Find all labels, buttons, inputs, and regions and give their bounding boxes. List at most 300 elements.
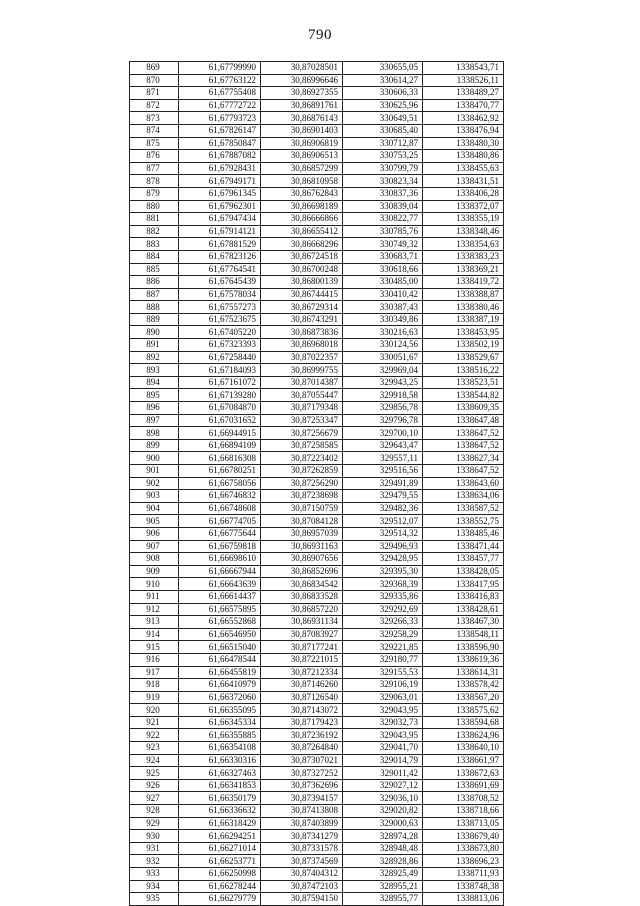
latitude-cell: 61,67772722: [179, 99, 261, 112]
longitude-cell: 30,87307021: [261, 754, 343, 767]
y-coordinate-cell: 1338587,52: [423, 502, 504, 515]
y-coordinate-cell: 1338372,07: [423, 200, 504, 213]
y-coordinate-cell: 1338708,52: [423, 792, 504, 805]
x-coordinate-cell: 329221,85: [343, 641, 423, 654]
y-coordinate-cell: 1338455,63: [423, 162, 504, 175]
x-coordinate-cell: 329496,93: [343, 540, 423, 553]
point-number-cell: 901: [130, 465, 179, 478]
latitude-cell: 61,66894109: [179, 439, 261, 452]
x-coordinate-cell: 329643,47: [343, 439, 423, 452]
latitude-cell: 61,66478544: [179, 653, 261, 666]
point-number-cell: 880: [130, 200, 179, 213]
latitude-cell: 61,66614437: [179, 590, 261, 603]
point-number-cell: 929: [130, 817, 179, 830]
table-row: [130, 137, 504, 150]
x-coordinate-cell: 330625,96: [343, 99, 423, 112]
point-number-cell: 918: [130, 679, 179, 692]
x-coordinate-cell: 330485,00: [343, 276, 423, 289]
x-coordinate-cell: 330683,71: [343, 250, 423, 263]
longitude-cell: 30,87084128: [261, 515, 343, 528]
y-coordinate-cell: 1338485,46: [423, 527, 504, 540]
longitude-cell: 30,87223402: [261, 452, 343, 465]
latitude-cell: 61,66336632: [179, 805, 261, 818]
x-coordinate-cell: 330799,79: [343, 162, 423, 175]
y-coordinate-cell: 1338383,23: [423, 250, 504, 263]
x-coordinate-cell: 329266,33: [343, 616, 423, 629]
x-coordinate-cell: 329258,29: [343, 628, 423, 641]
latitude-cell: 61,67961345: [179, 187, 261, 200]
latitude-cell: 61,66294251: [179, 830, 261, 843]
coordinates-table: [129, 61, 504, 906]
latitude-cell: 61,66372060: [179, 691, 261, 704]
y-coordinate-cell: 1338476,94: [423, 124, 504, 137]
latitude-cell: 61,66758056: [179, 477, 261, 490]
latitude-cell: 61,67887082: [179, 150, 261, 163]
point-number-cell: 885: [130, 263, 179, 276]
x-coordinate-cell: 330410,42: [343, 288, 423, 301]
table-row: [130, 704, 504, 717]
x-coordinate-cell: 329000,63: [343, 817, 423, 830]
longitude-cell: 30,87177241: [261, 641, 343, 654]
y-coordinate-cell: 1338647,52: [423, 427, 504, 440]
latitude-cell: 61,66350179: [179, 792, 261, 805]
point-number-cell: 914: [130, 628, 179, 641]
longitude-cell: 30,86834542: [261, 578, 343, 591]
y-coordinate-cell: 1338523,51: [423, 376, 504, 389]
latitude-cell: 61,66341853: [179, 779, 261, 792]
latitude-cell: 61,67031652: [179, 414, 261, 427]
latitude-cell: 61,67949171: [179, 175, 261, 188]
latitude-cell: 61,66345334: [179, 716, 261, 729]
table-row: [130, 124, 504, 137]
point-number-cell: 919: [130, 691, 179, 704]
point-number-cell: 928: [130, 805, 179, 818]
table-row: [130, 465, 504, 478]
point-number-cell: 899: [130, 439, 179, 452]
table-row: [130, 250, 504, 263]
latitude-cell: 61,67405220: [179, 326, 261, 339]
longitude-cell: 30,86876143: [261, 112, 343, 125]
x-coordinate-cell: 330051,67: [343, 351, 423, 364]
x-coordinate-cell: 329292,69: [343, 603, 423, 616]
x-coordinate-cell: 330618,66: [343, 263, 423, 276]
table-row: [130, 792, 504, 805]
table-row: [130, 112, 504, 125]
point-number-cell: 873: [130, 112, 179, 125]
latitude-cell: 61,67139280: [179, 389, 261, 402]
point-number-cell: 917: [130, 666, 179, 679]
x-coordinate-cell: 329043,95: [343, 729, 423, 742]
table-row: [130, 301, 504, 314]
table-row: [130, 376, 504, 389]
y-coordinate-cell: 1338417,95: [423, 578, 504, 591]
point-number-cell: 933: [130, 868, 179, 881]
x-coordinate-cell: 329856,78: [343, 402, 423, 415]
x-coordinate-cell: 329482,36: [343, 502, 423, 515]
point-number-cell: 926: [130, 779, 179, 792]
table-row: [130, 893, 504, 906]
x-coordinate-cell: 330124,56: [343, 339, 423, 352]
y-coordinate-cell: 1338575,62: [423, 704, 504, 717]
x-coordinate-cell: 330712,87: [343, 137, 423, 150]
y-coordinate-cell: 1338502,19: [423, 339, 504, 352]
point-number-cell: 882: [130, 225, 179, 238]
longitude-cell: 30,86729314: [261, 301, 343, 314]
longitude-cell: 30,87256290: [261, 477, 343, 490]
longitude-cell: 30,86957039: [261, 527, 343, 540]
y-coordinate-cell: 1338457,77: [423, 553, 504, 566]
x-coordinate-cell: 329368,39: [343, 578, 423, 591]
table-row: [130, 288, 504, 301]
table-row: [130, 515, 504, 528]
longitude-cell: 30,86931163: [261, 540, 343, 553]
longitude-cell: 30,87126540: [261, 691, 343, 704]
latitude-cell: 61,67962301: [179, 200, 261, 213]
longitude-cell: 30,87238698: [261, 490, 343, 503]
latitude-cell: 61,66746832: [179, 490, 261, 503]
longitude-cell: 30,86743291: [261, 313, 343, 326]
latitude-cell: 61,66643639: [179, 578, 261, 591]
table-row: [130, 666, 504, 679]
y-coordinate-cell: 1338380,46: [423, 301, 504, 314]
point-number-cell: 927: [130, 792, 179, 805]
y-coordinate-cell: 1338529,67: [423, 351, 504, 364]
y-coordinate-cell: 1338567,20: [423, 691, 504, 704]
point-number-cell: 870: [130, 74, 179, 87]
x-coordinate-cell: 329969,04: [343, 364, 423, 377]
longitude-cell: 30,87146260: [261, 679, 343, 692]
point-number-cell: 934: [130, 880, 179, 893]
longitude-cell: 30,87055447: [261, 389, 343, 402]
x-coordinate-cell: 329036,10: [343, 792, 423, 805]
longitude-cell: 30,87327252: [261, 767, 343, 780]
x-coordinate-cell: 329700,10: [343, 427, 423, 440]
point-number-cell: 913: [130, 616, 179, 629]
point-number-cell: 912: [130, 603, 179, 616]
point-number-cell: 877: [130, 162, 179, 175]
latitude-cell: 61,67578034: [179, 288, 261, 301]
longitude-cell: 30,86655412: [261, 225, 343, 238]
latitude-cell: 61,66250998: [179, 868, 261, 881]
table-row: [130, 414, 504, 427]
longitude-cell: 30,86857220: [261, 603, 343, 616]
y-coordinate-cell: 1338369,21: [423, 263, 504, 276]
point-number-cell: 893: [130, 364, 179, 377]
x-coordinate-cell: 329180,77: [343, 653, 423, 666]
y-coordinate-cell: 1338354,63: [423, 238, 504, 251]
longitude-cell: 30,87236192: [261, 729, 343, 742]
x-coordinate-cell: 328928,86: [343, 855, 423, 868]
longitude-cell: 30,86891761: [261, 99, 343, 112]
table-row: [130, 754, 504, 767]
longitude-cell: 30,87014387: [261, 376, 343, 389]
table-row: [130, 553, 504, 566]
y-coordinate-cell: 1338471,44: [423, 540, 504, 553]
table-row: [130, 339, 504, 352]
table-row: [130, 200, 504, 213]
point-number-cell: 881: [130, 213, 179, 226]
x-coordinate-cell: 330753,25: [343, 150, 423, 163]
y-coordinate-cell: 1338711,93: [423, 868, 504, 881]
longitude-cell: 30,87258585: [261, 439, 343, 452]
point-number-cell: 884: [130, 250, 179, 263]
y-coordinate-cell: 1338453,95: [423, 326, 504, 339]
table-row: [130, 628, 504, 641]
point-number-cell: 890: [130, 326, 179, 339]
y-coordinate-cell: 1338419,72: [423, 276, 504, 289]
point-number-cell: 875: [130, 137, 179, 150]
point-number-cell: 930: [130, 830, 179, 843]
y-coordinate-cell: 1338489,27: [423, 87, 504, 100]
x-coordinate-cell: 330839,04: [343, 200, 423, 213]
y-coordinate-cell: 1338548,11: [423, 628, 504, 641]
longitude-cell: 30,87028501: [261, 62, 343, 75]
longitude-cell: 30,86873836: [261, 326, 343, 339]
latitude-cell: 61,66355885: [179, 729, 261, 742]
longitude-cell: 30,87264840: [261, 742, 343, 755]
point-number-cell: 924: [130, 754, 179, 767]
y-coordinate-cell: 1338480,86: [423, 150, 504, 163]
table-body: [130, 62, 504, 906]
point-number-cell: 920: [130, 704, 179, 717]
longitude-cell: 30,87374569: [261, 855, 343, 868]
table-row: [130, 868, 504, 881]
table-row: [130, 578, 504, 591]
table-row: [130, 742, 504, 755]
y-coordinate-cell: 1338696,23: [423, 855, 504, 868]
x-coordinate-cell: 328925,49: [343, 868, 423, 881]
latitude-cell: 61,66774705: [179, 515, 261, 528]
point-number-cell: 879: [130, 187, 179, 200]
x-coordinate-cell: 330749,32: [343, 238, 423, 251]
x-coordinate-cell: 330837,36: [343, 187, 423, 200]
table-row: [130, 364, 504, 377]
longitude-cell: 30,86996646: [261, 74, 343, 87]
longitude-cell: 30,87143072: [261, 704, 343, 717]
latitude-cell: 61,67850847: [179, 137, 261, 150]
longitude-cell: 30,86968018: [261, 339, 343, 352]
point-number-cell: 891: [130, 339, 179, 352]
point-number-cell: 908: [130, 553, 179, 566]
x-coordinate-cell: 329043,95: [343, 704, 423, 717]
x-coordinate-cell: 328955,21: [343, 880, 423, 893]
latitude-cell: 61,66748608: [179, 502, 261, 515]
longitude-cell: 30,86700248: [261, 263, 343, 276]
x-coordinate-cell: 330649,51: [343, 112, 423, 125]
longitude-cell: 30,87221015: [261, 653, 343, 666]
point-number-cell: 874: [130, 124, 179, 137]
longitude-cell: 30,87394157: [261, 792, 343, 805]
x-coordinate-cell: 330785,76: [343, 225, 423, 238]
x-coordinate-cell: 329155,53: [343, 666, 423, 679]
x-coordinate-cell: 329557,11: [343, 452, 423, 465]
y-coordinate-cell: 1338619,36: [423, 653, 504, 666]
longitude-cell: 30,86668296: [261, 238, 343, 251]
y-coordinate-cell: 1338544,82: [423, 389, 504, 402]
latitude-cell: 61,66410979: [179, 679, 261, 692]
x-coordinate-cell: 329918,58: [343, 389, 423, 402]
table-row: [130, 490, 504, 503]
x-coordinate-cell: 330606,33: [343, 87, 423, 100]
x-coordinate-cell: 329014,79: [343, 754, 423, 767]
point-number-cell: 921: [130, 716, 179, 729]
longitude-cell: 30,86852696: [261, 565, 343, 578]
y-coordinate-cell: 1338388,87: [423, 288, 504, 301]
latitude-cell: 61,66455819: [179, 666, 261, 679]
table-row: [130, 691, 504, 704]
table-row: [130, 540, 504, 553]
longitude-cell: 30,87403899: [261, 817, 343, 830]
latitude-cell: 61,66271014: [179, 842, 261, 855]
latitude-cell: 61,67323393: [179, 339, 261, 352]
table-row: [130, 616, 504, 629]
longitude-cell: 30,87594150: [261, 893, 343, 906]
x-coordinate-cell: 329796,78: [343, 414, 423, 427]
table-row: [130, 653, 504, 666]
latitude-cell: 61,67947434: [179, 213, 261, 226]
x-coordinate-cell: 328948,48: [343, 842, 423, 855]
y-coordinate-cell: 1338594,68: [423, 716, 504, 729]
y-coordinate-cell: 1338661,97: [423, 754, 504, 767]
x-coordinate-cell: 329479,55: [343, 490, 423, 503]
table-row: [130, 439, 504, 452]
x-coordinate-cell: 329106,19: [343, 679, 423, 692]
table-row: [130, 313, 504, 326]
table-row: [130, 351, 504, 364]
x-coordinate-cell: 329516,56: [343, 465, 423, 478]
y-coordinate-cell: 1338406,28: [423, 187, 504, 200]
y-coordinate-cell: 1338614,31: [423, 666, 504, 679]
y-coordinate-cell: 1338609,35: [423, 402, 504, 415]
x-coordinate-cell: 329063,01: [343, 691, 423, 704]
longitude-cell: 30,87413808: [261, 805, 343, 818]
latitude-cell: 61,66546950: [179, 628, 261, 641]
x-coordinate-cell: 328974,28: [343, 830, 423, 843]
latitude-cell: 61,66318429: [179, 817, 261, 830]
table-row: [130, 62, 504, 75]
latitude-cell: 61,66278244: [179, 880, 261, 893]
point-number-cell: 888: [130, 301, 179, 314]
x-coordinate-cell: 329020,82: [343, 805, 423, 818]
latitude-cell: 61,66667944: [179, 565, 261, 578]
point-number-cell: 897: [130, 414, 179, 427]
table-row: [130, 641, 504, 654]
point-number-cell: 887: [130, 288, 179, 301]
x-coordinate-cell: 329514,32: [343, 527, 423, 540]
y-coordinate-cell: 1338718,66: [423, 805, 504, 818]
latitude-cell: 61,66327463: [179, 767, 261, 780]
x-coordinate-cell: 330349,86: [343, 313, 423, 326]
longitude-cell: 30,86999755: [261, 364, 343, 377]
table-row: [130, 427, 504, 440]
latitude-cell: 61,67161072: [179, 376, 261, 389]
point-number-cell: 878: [130, 175, 179, 188]
table-row: [130, 527, 504, 540]
longitude-cell: 30,86698189: [261, 200, 343, 213]
point-number-cell: 895: [130, 389, 179, 402]
longitude-cell: 30,87179348: [261, 402, 343, 415]
longitude-cell: 30,86906513: [261, 150, 343, 163]
longitude-cell: 30,87472103: [261, 880, 343, 893]
x-coordinate-cell: 329335,86: [343, 590, 423, 603]
y-coordinate-cell: 1338470,77: [423, 99, 504, 112]
x-coordinate-cell: 329027,12: [343, 779, 423, 792]
point-number-cell: 923: [130, 742, 179, 755]
point-number-cell: 894: [130, 376, 179, 389]
table-row: [130, 452, 504, 465]
point-number-cell: 911: [130, 590, 179, 603]
point-number-cell: 904: [130, 502, 179, 515]
y-coordinate-cell: 1338643,60: [423, 477, 504, 490]
latitude-cell: 61,67258440: [179, 351, 261, 364]
y-coordinate-cell: 1338713,05: [423, 817, 504, 830]
table-row: [130, 805, 504, 818]
point-number-cell: 910: [130, 578, 179, 591]
latitude-cell: 61,67928431: [179, 162, 261, 175]
latitude-cell: 61,66253771: [179, 855, 261, 868]
latitude-cell: 61,67793723: [179, 112, 261, 125]
latitude-cell: 61,67881529: [179, 238, 261, 251]
latitude-cell: 61,67914121: [179, 225, 261, 238]
y-coordinate-cell: 1338416,83: [423, 590, 504, 603]
latitude-cell: 61,66575895: [179, 603, 261, 616]
y-coordinate-cell: 1338691,69: [423, 779, 504, 792]
point-number-cell: 925: [130, 767, 179, 780]
point-number-cell: 931: [130, 842, 179, 855]
longitude-cell: 30,87331578: [261, 842, 343, 855]
point-number-cell: 869: [130, 62, 179, 75]
latitude-cell: 61,66780251: [179, 465, 261, 478]
x-coordinate-cell: 328955,77: [343, 893, 423, 906]
y-coordinate-cell: 1338679,40: [423, 830, 504, 843]
point-number-cell: 903: [130, 490, 179, 503]
y-coordinate-cell: 1338355,19: [423, 213, 504, 226]
latitude-cell: 61,67523675: [179, 313, 261, 326]
table-row: [130, 326, 504, 339]
y-coordinate-cell: 1338813,06: [423, 893, 504, 906]
table-row: [130, 880, 504, 893]
point-number-cell: 902: [130, 477, 179, 490]
point-number-cell: 886: [130, 276, 179, 289]
x-coordinate-cell: 329395,30: [343, 565, 423, 578]
y-coordinate-cell: 1338516,22: [423, 364, 504, 377]
longitude-cell: 30,86927355: [261, 87, 343, 100]
latitude-cell: 61,67755408: [179, 87, 261, 100]
latitude-cell: 61,67184093: [179, 364, 261, 377]
x-coordinate-cell: 330655,05: [343, 62, 423, 75]
longitude-cell: 30,87083927: [261, 628, 343, 641]
point-number-cell: 905: [130, 515, 179, 528]
point-number-cell: 889: [130, 313, 179, 326]
latitude-cell: 61,66330316: [179, 754, 261, 767]
table-row: [130, 502, 504, 515]
y-coordinate-cell: 1338647,48: [423, 414, 504, 427]
y-coordinate-cell: 1338526,11: [423, 74, 504, 87]
longitude-cell: 30,86833528: [261, 590, 343, 603]
y-coordinate-cell: 1338640,10: [423, 742, 504, 755]
latitude-cell: 61,66354108: [179, 742, 261, 755]
latitude-cell: 61,67557273: [179, 301, 261, 314]
latitude-cell: 61,66759818: [179, 540, 261, 553]
longitude-cell: 30,87212334: [261, 666, 343, 679]
y-coordinate-cell: 1338552,75: [423, 515, 504, 528]
y-coordinate-cell: 1338748,38: [423, 880, 504, 893]
table-row: [130, 187, 504, 200]
y-coordinate-cell: 1338480,30: [423, 137, 504, 150]
y-coordinate-cell: 1338596,90: [423, 641, 504, 654]
latitude-cell: 61,66515040: [179, 641, 261, 654]
point-number-cell: 935: [130, 893, 179, 906]
